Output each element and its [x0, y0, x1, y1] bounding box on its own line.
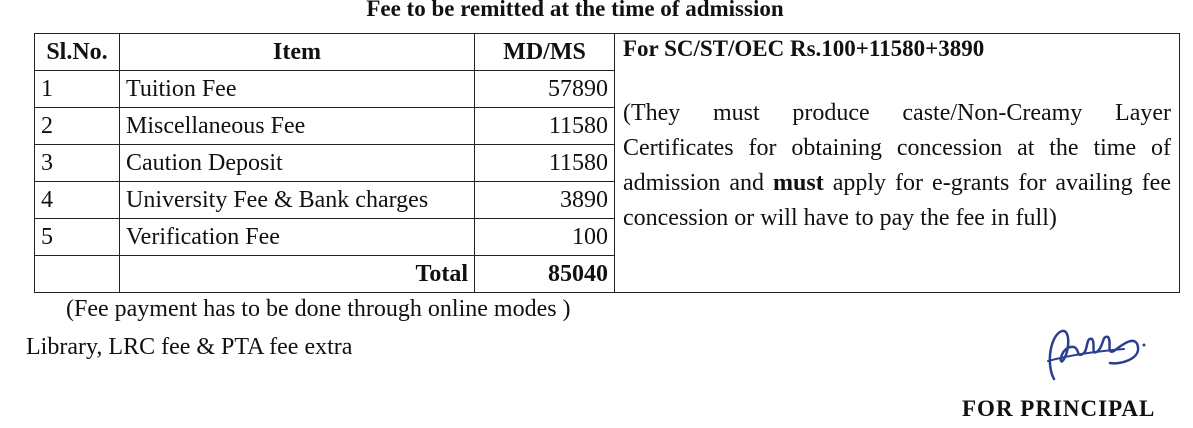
row-item: Tuition Fee — [120, 71, 475, 108]
concession-note-cell — [615, 34, 1180, 293]
header-sl-no: Sl.No. — [35, 34, 120, 71]
total-label: Total — [120, 256, 475, 293]
row-amount: 11580 — [475, 108, 615, 145]
row-item: Verification Fee — [120, 219, 475, 256]
concession-note-emphasis: must — [773, 170, 824, 196]
row-item: University Fee & Bank charges — [120, 182, 475, 219]
row-sl-no: 5 — [35, 219, 120, 256]
row-amount: 3890 — [475, 182, 615, 219]
row-sl-no: 4 — [35, 182, 120, 219]
concession-note-text: (They must produce caste/Non-Creamy Layer Certificates for obtaining concession at the time of admission and — [623, 100, 1171, 196]
table-header-row — [35, 34, 1180, 71]
row-sl-no: 2 — [35, 108, 120, 145]
row-sl-no: 3 — [35, 145, 120, 182]
row-amount: 100 — [475, 219, 615, 256]
concession-note — [623, 96, 1171, 236]
row-amount: 11580 — [475, 145, 615, 182]
row-item: Miscellaneous Fee — [120, 108, 475, 145]
total-value: 85040 — [475, 256, 615, 293]
concession-heading: For SC/ST/OEC Rs.100+11580+3890 — [623, 36, 985, 61]
row-amount: 57890 — [475, 71, 615, 108]
total-empty-cell — [35, 256, 120, 293]
concession-note-text-end: apply for e-grants for availing fee concession or will have to pay the fee in full) — [623, 170, 1171, 231]
header-item: Item — [120, 34, 475, 71]
signatory-label: FOR PRINCIPAL — [962, 396, 1156, 421]
header-md-ms: MD/MS — [475, 34, 615, 71]
extra-fees-note: Library, LRC fee & PTA fee extra — [26, 334, 353, 360]
page-title: Fee to be remitted at the time of admission — [366, 0, 784, 21]
signature-image — [1040, 325, 1150, 387]
fee-table — [34, 33, 1180, 293]
row-sl-no: 1 — [35, 71, 120, 108]
payment-mode-note: (Fee payment has to be done through online modes ) — [66, 296, 571, 322]
row-item: Caution Deposit — [120, 145, 475, 182]
